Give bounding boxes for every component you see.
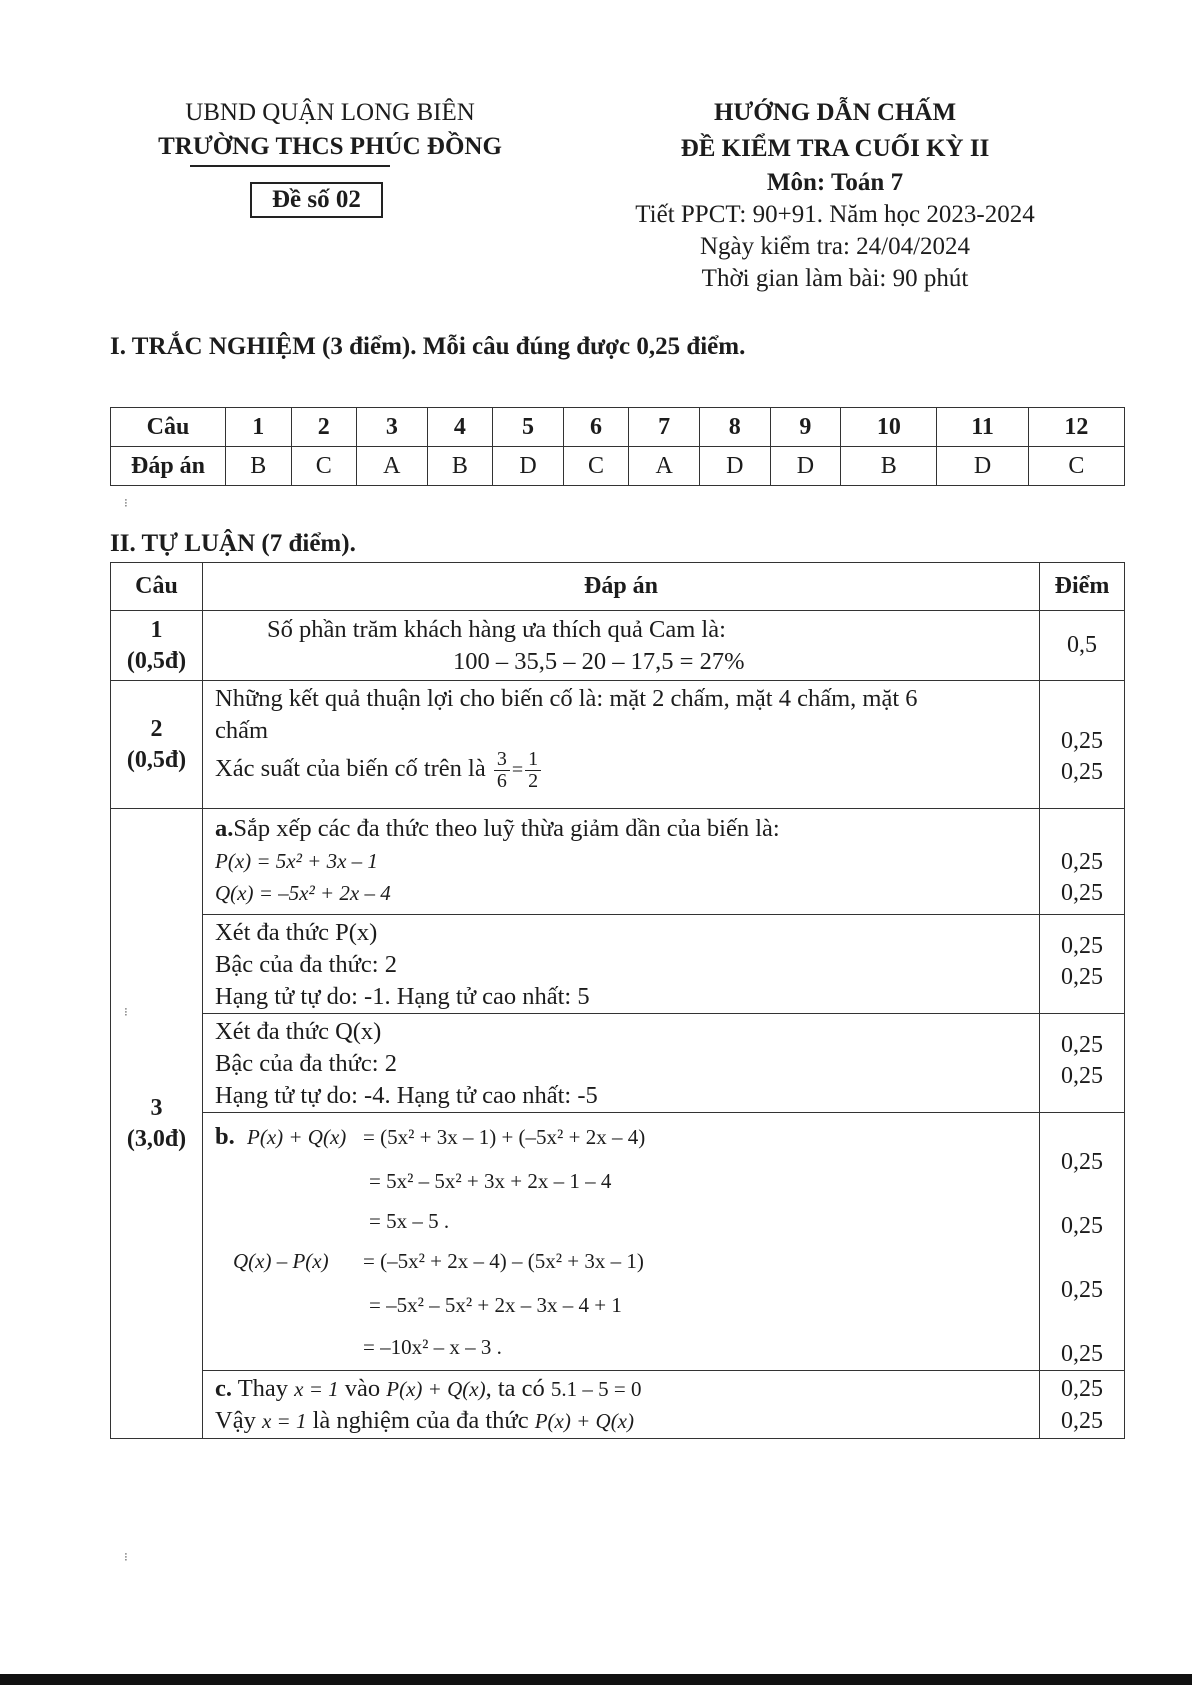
q1-number: 1	[150, 616, 163, 643]
scan-bottom-edge	[0, 1674, 1192, 1685]
mc-answer-10: B	[841, 447, 937, 486]
essay-header-points: Điểm	[1040, 563, 1125, 611]
mc-question-1: 1	[226, 408, 292, 447]
q3p-line2: Bậc của đa thức: 2	[215, 951, 397, 978]
q3a-answer	[203, 809, 1040, 915]
q2-number: 2	[150, 715, 163, 742]
q3a-points	[1040, 809, 1125, 915]
essay-row-q3q	[111, 1014, 1125, 1113]
mc-question-3: 3	[357, 408, 428, 447]
exam-date: Ngày kiểm tra: 24/04/2024	[699, 233, 971, 260]
q3b-points-2: 0,25	[1061, 1213, 1103, 1239]
essay-row-q3c	[111, 1371, 1125, 1439]
q3b-points-3: 0,25	[1061, 1277, 1103, 1303]
q3b-points-1: 0,25	[1061, 1149, 1103, 1175]
mc-answer-6: C	[563, 447, 629, 486]
q3p-points-2: 0,25	[1061, 964, 1103, 990]
q3-label	[111, 809, 203, 1439]
q1-line1: Số phần trăm khách hàng ưa thích quả Cam là:	[267, 615, 726, 643]
q2-answer	[203, 681, 1040, 809]
mc-answer-11: D	[937, 447, 1028, 486]
essay-row-q3a	[111, 809, 1125, 915]
mc-label-answer: Đáp án	[111, 447, 226, 486]
essay-header-answer: Đáp án	[203, 563, 1040, 611]
q3c-line1	[215, 1373, 1039, 1405]
mc-question-4: 4	[427, 408, 493, 447]
q3a-text: Sắp xếp các đa thức theo luỹ thừa giảm dần của biến là:	[233, 815, 780, 842]
q2-points-2: 0,25	[1061, 759, 1103, 785]
mc-answer-5: D	[493, 447, 564, 486]
exam-subtitle: ĐỀ KIỂM TRA CUỐI KỲ II	[680, 135, 990, 162]
exam-duration: Thời gian làm bài: 90 phút	[701, 265, 969, 292]
q3b-answer	[203, 1113, 1040, 1371]
q3q-answer	[203, 1014, 1040, 1113]
mc-question-10: 10	[841, 408, 937, 447]
q3b-l1-rhs: = (5x² + 3x – 1) + (–5x² + 2x – 4)	[363, 1125, 646, 1149]
q3-score: (3,0đ)	[126, 1125, 187, 1152]
q3p-points-1: 0,25	[1061, 933, 1103, 959]
q3c-points-1: 0,25	[1061, 1376, 1103, 1402]
authority-name: UBND QUẬN LONG BIÊN	[185, 99, 475, 126]
q2-fraction-2	[525, 749, 541, 792]
q3c-x-root: x = 1	[261, 1409, 307, 1433]
q3a-q: Q(x) = –5x² + 2x – 4	[215, 881, 391, 905]
q2-line2	[215, 749, 1039, 792]
q2-line1b: chấm	[215, 717, 269, 744]
q2-fraction-1	[494, 749, 510, 792]
q3p-answer	[203, 915, 1040, 1014]
q1-answer	[203, 611, 1040, 681]
q3c-points	[1040, 1371, 1125, 1439]
q2-line1: Những kết quả thuận lợi cho biến cố là: mặt 2 chấm, mặt 4 chấm, mặt 6	[215, 685, 918, 712]
q1-line2: 100 – 35,5 – 20 – 17,5 = 27%	[453, 647, 745, 675]
q3p-line1: Xét đa thức P(x)	[215, 919, 378, 946]
school-name: TRƯỜNG THCS PHÚC ĐỒNG	[158, 133, 502, 160]
q3q-points-1: 0,25	[1061, 1032, 1103, 1058]
q3c-expr-2: P(x) + Q(x)	[534, 1409, 634, 1433]
q1-points: 0,5	[1040, 611, 1125, 681]
q3a-points-1: 0,25	[1061, 849, 1103, 875]
essay-table	[110, 562, 1125, 1439]
scan-speck: ⁝	[124, 496, 128, 510]
essay-row-q2	[111, 681, 1125, 809]
mc-answer-12: C	[1028, 447, 1124, 486]
q3c-x-value: x = 1	[294, 1377, 339, 1401]
q3c-answer	[203, 1371, 1040, 1439]
q3a-label: a.	[215, 815, 234, 842]
essay-header-row	[111, 563, 1125, 611]
mc-answer-1: B	[226, 447, 292, 486]
q2-frac1-num: 3	[494, 749, 510, 771]
q3b-l4-rhs: = (–5x² + 2x – 4) – (5x² + 3x – 1)	[363, 1249, 644, 1273]
school-underline	[190, 165, 390, 167]
q3-number: 3	[150, 1094, 163, 1121]
q3c-conclusion: là nghiệm của đa thức	[312, 1407, 529, 1434]
essay-row-q1	[111, 611, 1125, 681]
section1-title: I. TRẮC NGHIỆM (3 điểm). Mỗi câu đúng được 0,25 điểm.	[110, 333, 746, 360]
q3b-l3: = 5x – 5 .	[369, 1209, 450, 1233]
q3c-line2	[215, 1405, 1039, 1437]
mc-question-6: 6	[563, 408, 629, 447]
q2-points-1: 0,25	[1061, 728, 1103, 754]
q3c-calc: 5.1 – 5 = 0	[550, 1377, 642, 1401]
q3q-line2: Bậc của đa thức: 2	[215, 1050, 397, 1077]
q3c-label: c.	[215, 1375, 232, 1402]
mc-answer-2: C	[291, 447, 357, 486]
subject: Môn: Toán 7	[766, 169, 904, 196]
q3p-line3: Hạng tử tự do: -1. Hạng tử cao nhất: 5	[215, 983, 590, 1010]
q3c-points-2: 0,25	[1061, 1408, 1103, 1434]
essay-header-question: Câu	[111, 563, 203, 611]
q3q-line1: Xét đa thức Q(x)	[215, 1018, 382, 1045]
mc-answer-4: B	[427, 447, 493, 486]
q3b-l2: = 5x² – 5x² + 3x + 2x – 1 – 4	[369, 1169, 612, 1193]
mc-question-12: 12	[1028, 408, 1124, 447]
mc-label-question: Câu	[111, 408, 226, 447]
essay-row-q3b	[111, 1113, 1125, 1371]
q3c-expr: P(x) + Q(x)	[386, 1377, 486, 1401]
q2-points	[1040, 681, 1125, 809]
q2-equals: =	[511, 759, 524, 782]
scan-speck: ⁝	[124, 1005, 128, 1019]
q3b-points-4: 0,25	[1061, 1341, 1103, 1367]
mc-question-9: 9	[770, 408, 841, 447]
q3c-word-vay: Vậy	[215, 1407, 256, 1434]
mc-question-2: 2	[291, 408, 357, 447]
essay-row-q3p	[111, 915, 1125, 1014]
mc-question-row	[111, 408, 1125, 447]
section2-title: II. TỰ LUẬN (7 điểm).	[110, 530, 356, 557]
q2-prob-text: Xác suất của biến cố trên là	[215, 755, 486, 783]
q3p-points	[1040, 915, 1125, 1014]
multiple-choice-table	[110, 407, 1125, 486]
mc-question-8: 8	[699, 408, 770, 447]
exam-code-box: Đề số 02	[250, 182, 383, 218]
scan-speck: ⁝	[124, 1550, 128, 1564]
q3b-points	[1040, 1113, 1125, 1371]
q2-label	[111, 681, 203, 809]
mc-question-7: 7	[629, 408, 700, 447]
q1-score: (0,5đ)	[126, 647, 187, 674]
mc-answer-7: A	[629, 447, 700, 486]
q3b-l5: = –5x² – 5x² + 2x – 3x – 4 + 1	[369, 1293, 622, 1317]
guide-title: HƯỚNG DẪN CHẤM	[713, 99, 957, 126]
q3q-points-2: 0,25	[1061, 1063, 1103, 1089]
q3c-word-thay: Thay	[237, 1375, 289, 1402]
q2-frac2-num: 1	[525, 749, 541, 771]
q3b-l6: = –10x² – x – 3 .	[363, 1335, 502, 1359]
q3a-p: P(x) = 5x² + 3x – 1	[215, 849, 378, 873]
q1-label	[111, 611, 203, 681]
q3q-line3: Hạng tử tự do: -4. Hạng tử cao nhất: -5	[215, 1082, 598, 1109]
mc-question-5: 5	[493, 408, 564, 447]
q3b-label: b.	[215, 1123, 235, 1150]
q2-frac1-den: 6	[496, 770, 507, 792]
q3c-word-vao: vào	[344, 1375, 381, 1402]
q3a-intro	[215, 813, 1039, 845]
q3b-l4-lhs: Q(x) – P(x)	[233, 1249, 329, 1273]
q2-frac2-den: 2	[528, 770, 539, 792]
mc-answer-3: A	[357, 447, 428, 486]
period-info: Tiết PPCT: 90+91. Năm học 2023-2024	[635, 201, 1035, 228]
mc-answer-row	[111, 447, 1125, 486]
q3c-word-taco: , ta có	[485, 1375, 545, 1402]
q3a-points-2: 0,25	[1061, 880, 1103, 906]
mc-answer-8: D	[699, 447, 770, 486]
q3q-points	[1040, 1014, 1125, 1113]
q3b-l1-lhs: P(x) + Q(x)	[247, 1125, 347, 1149]
mc-answer-9: D	[770, 447, 841, 486]
q2-score: (0,5đ)	[126, 746, 187, 773]
mc-question-11: 11	[937, 408, 1028, 447]
